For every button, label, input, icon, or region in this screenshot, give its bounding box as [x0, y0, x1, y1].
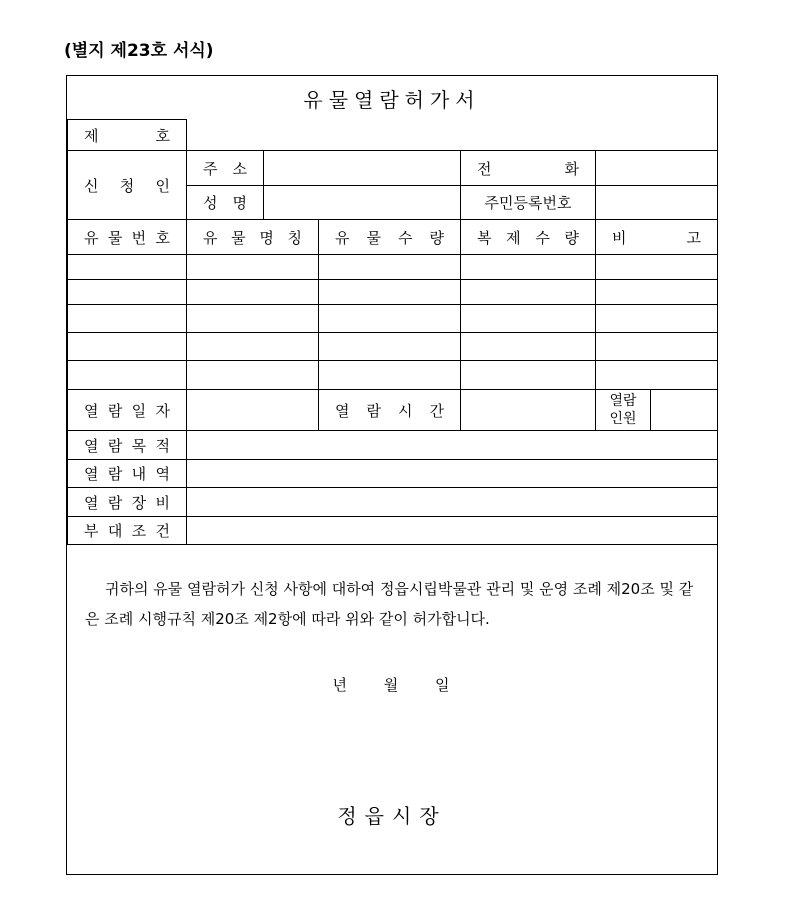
label-char: 물	[366, 228, 381, 247]
table-cell[interactable]	[67, 332, 187, 361]
label-char: 간	[429, 401, 444, 420]
label-char: 호	[155, 228, 170, 247]
label-char: 비	[155, 493, 170, 512]
table-cell[interactable]	[595, 254, 718, 280]
label-char: 람	[107, 465, 123, 483]
label-char: 열	[335, 401, 350, 420]
label-char: 수	[398, 228, 413, 247]
table-cell[interactable]	[318, 360, 461, 390]
label-char: 열	[84, 401, 99, 420]
purpose-label-cell	[67, 430, 187, 460]
table-cell[interactable]	[67, 279, 187, 305]
view-date-field[interactable]	[186, 389, 319, 431]
label-char: 전	[477, 159, 492, 178]
form-number-header: (별지 제23호 서식)	[64, 41, 214, 61]
table-cell[interactable]	[67, 360, 187, 390]
table-cell[interactable]	[318, 279, 461, 305]
label-char: 제	[506, 228, 521, 247]
view-time-field[interactable]	[460, 389, 596, 431]
label-char: 량	[429, 228, 444, 247]
view-people-label-line2: 인원	[609, 411, 637, 427]
table-cell[interactable]	[186, 304, 319, 333]
table-cell[interactable]	[460, 279, 596, 305]
col-remarks	[595, 219, 718, 255]
label-char: 주	[203, 159, 218, 178]
permit-form	[66, 75, 718, 875]
label-char: 목	[131, 436, 147, 455]
id-label: 주민등록번호	[484, 194, 572, 212]
form-title-text: 유물열람허가서	[303, 87, 481, 112]
equipment-field[interactable]	[186, 487, 718, 517]
label-char: 람	[107, 436, 123, 455]
view-people-label-line1: 열람	[609, 393, 637, 409]
label-char: 화	[564, 159, 579, 178]
table-cell[interactable]	[318, 332, 461, 361]
label-char: 시	[398, 401, 413, 420]
col-artifact-number	[67, 219, 187, 255]
label-char: 역	[155, 465, 170, 483]
label-char: 물	[107, 228, 123, 247]
label-char: 수	[535, 228, 550, 247]
label-char: 인	[155, 176, 170, 195]
label-char: 람	[366, 401, 381, 420]
table-cell[interactable]	[67, 254, 187, 280]
table-cell[interactable]	[460, 254, 596, 280]
view-people-label-cell	[595, 389, 651, 431]
content-label-cell	[67, 459, 187, 488]
table-cell[interactable]	[318, 254, 461, 280]
label-char: 고	[686, 228, 701, 247]
conditions-label-cell	[67, 516, 187, 545]
view-date-label-cell	[67, 389, 187, 431]
label-char: 조	[131, 522, 147, 540]
label-char: 명	[232, 194, 247, 212]
label-char: 명	[259, 228, 274, 247]
form-title	[67, 76, 717, 120]
label-char: 소	[232, 159, 247, 178]
permit-statement: 귀하의 유물 열람허가 신청 사항에 대하여 정읍시립박물관 관리 및 운영 조례 제20조 및 같은 조례 시행규칙 제20조 제2항에 따라 위와 같이 허가합니다.	[85, 580, 694, 628]
label-char: 제	[84, 126, 99, 145]
label-char: 열	[84, 436, 99, 455]
number-label-cell	[67, 119, 187, 151]
table-cell[interactable]	[186, 254, 319, 280]
label-char: 유	[84, 228, 99, 247]
col-artifact-name	[186, 219, 319, 255]
address-field[interactable]	[263, 150, 461, 186]
label-char: 신	[84, 176, 99, 195]
content-field[interactable]	[186, 459, 718, 488]
label-char: 호	[155, 126, 170, 145]
conditions-field[interactable]	[186, 516, 718, 545]
table-cell[interactable]	[67, 304, 187, 333]
label-char: 유	[335, 228, 350, 247]
label-char: 람	[107, 493, 123, 512]
label-char: 비	[612, 228, 627, 247]
purpose-field[interactable]	[186, 430, 718, 460]
label-char: 복	[477, 228, 492, 247]
label-char: 칭	[287, 228, 302, 247]
view-people-field[interactable]	[650, 389, 718, 431]
table-cell[interactable]	[318, 304, 461, 333]
label-char: 열	[84, 465, 99, 483]
applicant-label-cell	[67, 150, 187, 220]
label-char: 대	[107, 522, 123, 540]
name-label-cell	[186, 185, 264, 220]
signer-title: 정읍시장	[337, 804, 447, 828]
table-cell[interactable]	[595, 332, 718, 361]
label-char: 일	[131, 401, 147, 420]
table-cell[interactable]	[595, 360, 718, 390]
col-copy-quantity	[460, 219, 596, 255]
label-char: 량	[564, 228, 579, 247]
address-label-cell	[186, 150, 264, 186]
label-char: 열	[84, 493, 99, 512]
table-cell[interactable]	[595, 279, 718, 305]
label-char: 유	[203, 228, 218, 247]
id-field[interactable]	[595, 185, 718, 220]
label-char: 장	[131, 493, 147, 512]
label-char: 물	[231, 228, 246, 247]
table-cell[interactable]	[460, 304, 596, 333]
date-line	[67, 674, 717, 695]
table-cell[interactable]	[460, 360, 596, 390]
phone-field[interactable]	[595, 150, 718, 186]
table-cell[interactable]	[186, 360, 319, 390]
view-time-label-cell	[318, 389, 461, 431]
id-label-cell	[460, 185, 596, 220]
table-cell[interactable]	[186, 279, 319, 305]
label-char: 성	[203, 194, 218, 212]
phone-label-cell	[460, 150, 596, 186]
label-char: 자	[155, 401, 170, 420]
label-char: 번	[131, 228, 147, 247]
col-artifact-quantity	[318, 219, 461, 255]
date-day-label: 일	[435, 676, 452, 694]
label-char: 청	[119, 176, 135, 195]
date-month-label: 월	[383, 676, 401, 694]
equipment-label-cell	[67, 487, 187, 517]
label-char: 람	[107, 401, 123, 420]
name-field[interactable]	[263, 185, 461, 220]
table-cell[interactable]	[460, 332, 596, 361]
label-char: 내	[131, 465, 147, 483]
label-char: 적	[155, 436, 170, 455]
label-char: 부	[84, 522, 99, 540]
date-year-label: 년	[332, 676, 349, 694]
label-char: 건	[155, 522, 170, 540]
table-cell[interactable]	[595, 304, 718, 333]
table-cell[interactable]	[186, 332, 319, 361]
